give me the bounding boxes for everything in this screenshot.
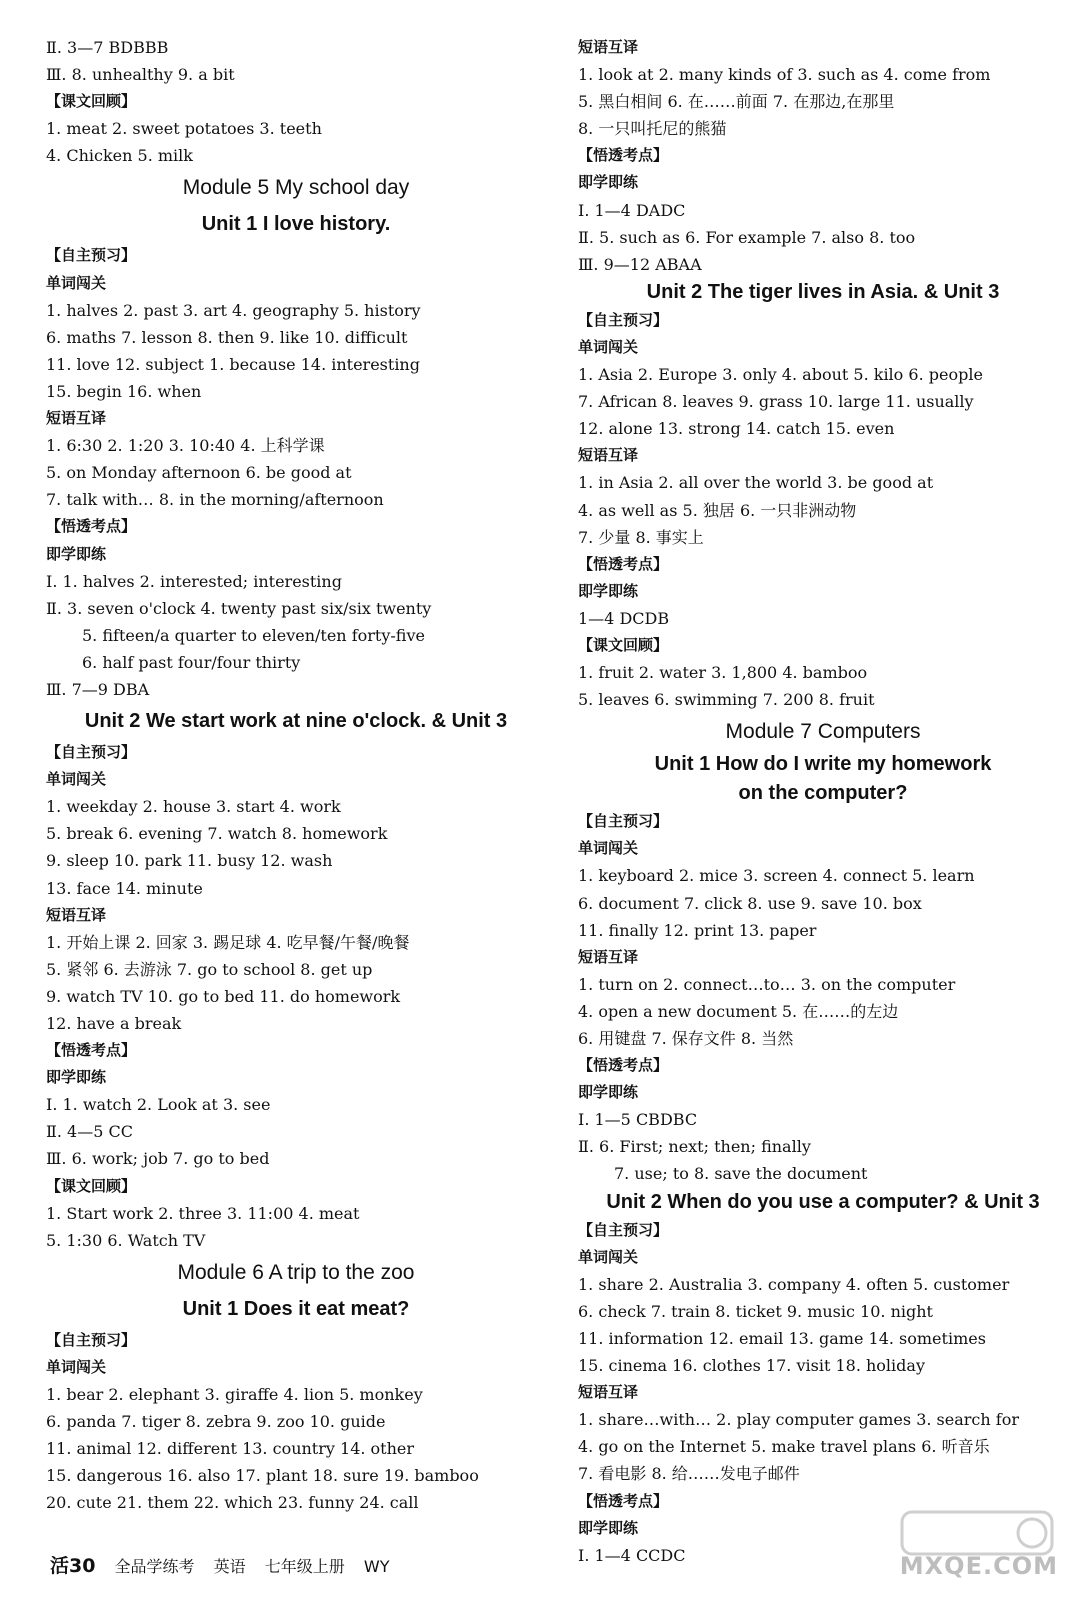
section-heading: 【自主预习】 xyxy=(578,1220,669,1239)
answer-line: 1. Asia 2. Europe 3. only 4. about 5. kilo 6. people xyxy=(578,365,983,385)
unit-title: Unit 1 I love history. xyxy=(201,213,391,236)
section-heading: 【悟透考点】 xyxy=(46,517,137,536)
section-heading: 【悟透考点】 xyxy=(578,146,669,165)
section-heading: 【悟透考点】 xyxy=(46,1041,137,1060)
answer-line: 11. information 12. email 13. game 14. sometimes xyxy=(578,1328,986,1348)
section-heading: 【悟透考点】 xyxy=(578,554,669,573)
answer-line: 11. animal 12. different 13. country 14. other xyxy=(46,1439,415,1459)
answer-line: Ⅱ. 6. First; next; then; finally xyxy=(578,1137,811,1157)
section-heading: 【悟透考点】 xyxy=(578,1491,669,1510)
subsection-heading: 短语互译 xyxy=(578,1383,639,1402)
subsection-heading: 短语互译 xyxy=(46,409,107,428)
answer-line: Ⅰ. 1—4 DADC xyxy=(578,200,686,220)
subsection-heading: 单词闯关 xyxy=(578,1247,639,1266)
subsection-heading: 即学即练 xyxy=(578,1518,639,1537)
subsection-heading: 即学即练 xyxy=(578,1083,639,1102)
answer-line: 5. break 6. evening 7. watch 8. homework xyxy=(46,824,388,844)
section-heading: 【自主预习】 xyxy=(46,1330,137,1349)
answer-line: Ⅲ. 7—9 DBA xyxy=(46,679,150,699)
section-heading: 【课文回顾】 xyxy=(578,635,669,654)
answer-line: 4. go on the Internet 5. make travel plans 6. 听音乐 xyxy=(578,1437,990,1457)
answer-line: Ⅱ. 4—5 CC xyxy=(46,1122,133,1142)
module-title: Module 5 My school day xyxy=(182,176,410,200)
answer-line: 7. 看电影 8. 给……发电子邮件 xyxy=(578,1464,800,1484)
unit-title: Unit 2 The tiger lives in Asia. & Unit 3 xyxy=(646,280,1000,303)
book-series: 全品学练考 xyxy=(114,1557,195,1576)
section-heading: 【自主预习】 xyxy=(46,246,137,265)
module-title: Module 6 A trip to the zoo xyxy=(177,1260,415,1284)
answer-line: 1. fruit 2. water 3. 1,800 4. bamboo xyxy=(578,663,868,683)
book-edition: WY xyxy=(363,1557,390,1576)
answer-line: Ⅱ. 3. seven o'clock 4. twenty past six/six twenty xyxy=(46,598,432,618)
answer-line: 11. finally 12. print 13. paper xyxy=(578,920,817,940)
answer-line: Ⅲ. 9—12 ABAA xyxy=(578,254,702,274)
answer-line: 5. 黑白相间 6. 在……前面 7. 在那边,在那里 xyxy=(578,92,895,112)
answer-line: 7. 少量 8. 事实上 xyxy=(578,527,704,547)
subsection-heading: 短语互译 xyxy=(46,905,107,924)
section-heading: 【课文回顾】 xyxy=(46,92,137,111)
answer-line: 4. open a new document 5. 在……的左边 xyxy=(578,1001,899,1021)
answer-line: 6. maths 7. lesson 8. then 9. like 10. difficult xyxy=(46,327,408,347)
answer-line: 8. 一只叫托尼的熊猫 xyxy=(578,119,727,139)
unit-title: on the computer? xyxy=(738,782,908,805)
book-subject: 英语 xyxy=(213,1557,246,1576)
answer-line: 5. on Monday afternoon 6. be good at xyxy=(46,463,352,483)
answer-line: 1. 6:30 2. 1:20 3. 10:40 4. 上科学课 xyxy=(46,436,325,456)
answer-line: 1. look at 2. many kinds of 3. such as 4. come from xyxy=(578,65,991,85)
subsection-heading: 即学即练 xyxy=(46,1068,107,1087)
answer-line: 5. leaves 6. swimming 7. 200 8. fruit xyxy=(578,690,875,710)
right-column xyxy=(578,34,1068,1569)
answer-line: 5. fifteen/a quarter to eleven/ten forty-five xyxy=(82,625,425,645)
answer-line: Ⅰ. 1. watch 2. Look at 3. see xyxy=(46,1095,271,1115)
answer-line: 1. in Asia 2. all over the world 3. be good at xyxy=(578,473,934,493)
subsection-heading: 单词闯关 xyxy=(578,839,639,858)
subsection-heading: 单词闯关 xyxy=(46,273,107,292)
answer-line: Ⅱ. 3—7 BDBBB xyxy=(46,38,169,57)
section-heading: 【悟透考点】 xyxy=(578,1056,669,1075)
answer-line: 1. share 2. Australia 3. company 4. often 5. customer xyxy=(578,1274,1010,1294)
subsection-heading: 即学即练 xyxy=(578,581,639,600)
answer-line: 5. 1:30 6. Watch TV xyxy=(46,1230,206,1250)
answer-line: Ⅲ. 6. work; job 7. go to bed xyxy=(46,1149,270,1169)
answer-line: 9. sleep 10. park 11. busy 12. wash xyxy=(46,851,333,871)
answer-line: Ⅰ. 1—5 CBDBC xyxy=(578,1110,698,1130)
answer-line: 7. African 8. leaves 9. grass 10. large 11. usually xyxy=(578,392,974,412)
answer-line: 6. 用键盘 7. 保存文件 8. 当然 xyxy=(578,1029,794,1048)
answer-line: Ⅰ. 1—4 CCDC xyxy=(578,1545,686,1565)
answer-line: 1. keyboard 2. mice 3. screen 4. connect 5. learn xyxy=(578,866,975,886)
answer-line: 20. cute 21. them 22. which 23. funny 24. call xyxy=(46,1493,419,1513)
unit-title: Unit 2 We start work at nine o'clock. & Unit 3 xyxy=(84,710,508,733)
answer-line: 1. Start work 2. three 3. 11:00 4. meat xyxy=(46,1203,360,1223)
answer-line: 6. panda 7. tiger 8. zebra 9. zoo 10. guide xyxy=(46,1412,386,1432)
answer-line: 6. document 7. click 8. use 9. save 10. box xyxy=(578,893,922,913)
unit-title: Unit 1 Does it eat meat? xyxy=(182,1297,410,1320)
answer-line: 6. check 7. train 8. ticket 9. music 10. night xyxy=(578,1301,933,1321)
section-heading: 【课文回顾】 xyxy=(46,1176,137,1195)
answer-line: 1. 开始上课 2. 回家 3. 踢足球 4. 吃早餐/午餐/晚餐 xyxy=(46,932,410,952)
answer-line: Ⅰ. 1. halves 2. interested; interesting xyxy=(46,571,342,591)
answer-line: 1—4 DCDB xyxy=(578,608,670,628)
module-title: Module 7 Computers xyxy=(725,720,921,744)
answer-line: 1. weekday 2. house 3. start 4. work xyxy=(46,797,341,817)
answer-line: 6. half past four/four thirty xyxy=(82,652,301,672)
section-heading: 【自主预习】 xyxy=(578,310,669,329)
unit-title: Unit 1 How do I write my homework xyxy=(654,753,992,776)
answer-line: 12. alone 13. strong 14. catch 15. even xyxy=(578,419,895,439)
page-number: 活30 xyxy=(50,1555,96,1577)
answer-line: 1. share…with… 2. play computer games 3. search for xyxy=(578,1410,1019,1430)
section-heading: 【自主预习】 xyxy=(578,812,669,831)
answer-line: 11. love 12. subject 1. because 14. interesting xyxy=(46,354,420,374)
answer-line: 1. halves 2. past 3. art 4. geography 5. history xyxy=(46,300,421,320)
subsection-heading: 即学即练 xyxy=(578,173,639,192)
subsection-heading: 短语互译 xyxy=(578,38,639,56)
answer-line: 7. talk with… 8. in the morning/afternoon xyxy=(46,490,384,510)
answer-line: 15. dangerous 16. also 17. plant 18. sure 19. bamboo xyxy=(46,1466,479,1486)
answer-line: 1. bear 2. elephant 3. giraffe 4. lion 5. monkey xyxy=(46,1385,423,1405)
left-column xyxy=(46,34,546,1517)
answer-line: 13. face 14. minute xyxy=(46,878,203,898)
answer-line: Ⅲ. 8. unhealthy 9. a bit xyxy=(46,65,235,85)
answer-line: 15. begin 16. when xyxy=(46,381,202,401)
book-grade: 七年级上册 xyxy=(264,1557,345,1576)
answer-line: 4. Chicken 5. milk xyxy=(46,146,193,166)
answer-line: 4. as well as 5. 独居 6. 一只非洲动物 xyxy=(578,500,857,520)
unit-title: Unit 2 When do you use a computer? & Unit 3 xyxy=(606,1190,1040,1213)
section-heading: 【自主预习】 xyxy=(46,743,137,762)
subsection-heading: 单词闯关 xyxy=(578,337,639,356)
answer-line: 5. 紧邻 6. 去游泳 7. go to school 8. get up xyxy=(46,959,373,979)
watermark-text: MXQE.COM xyxy=(899,1552,1058,1580)
answer-line: 15. cinema 16. clothes 17. visit 18. holiday xyxy=(578,1356,925,1376)
subsection-heading: 短语互译 xyxy=(578,947,639,966)
answer-line: Ⅱ. 5. such as 6. For example 7. also 8. too xyxy=(578,227,916,247)
subsection-heading: 短语互译 xyxy=(578,446,639,465)
subsection-heading: 单词闯关 xyxy=(46,770,107,789)
answer-line: 1. turn on 2. connect…to… 3. on the computer xyxy=(578,974,956,994)
answer-line: 7. use; to 8. save the document xyxy=(614,1164,868,1184)
answer-line: 9. watch TV 10. go to bed 11. do homework xyxy=(46,986,401,1006)
answer-line: 12. have a break xyxy=(46,1014,182,1033)
answer-line: 1. meat 2. sweet potatoes 3. teeth xyxy=(46,119,322,139)
subsection-heading: 即学即练 xyxy=(46,544,107,563)
page-footer xyxy=(50,1550,403,1582)
subsection-heading: 单词闯关 xyxy=(46,1357,107,1376)
